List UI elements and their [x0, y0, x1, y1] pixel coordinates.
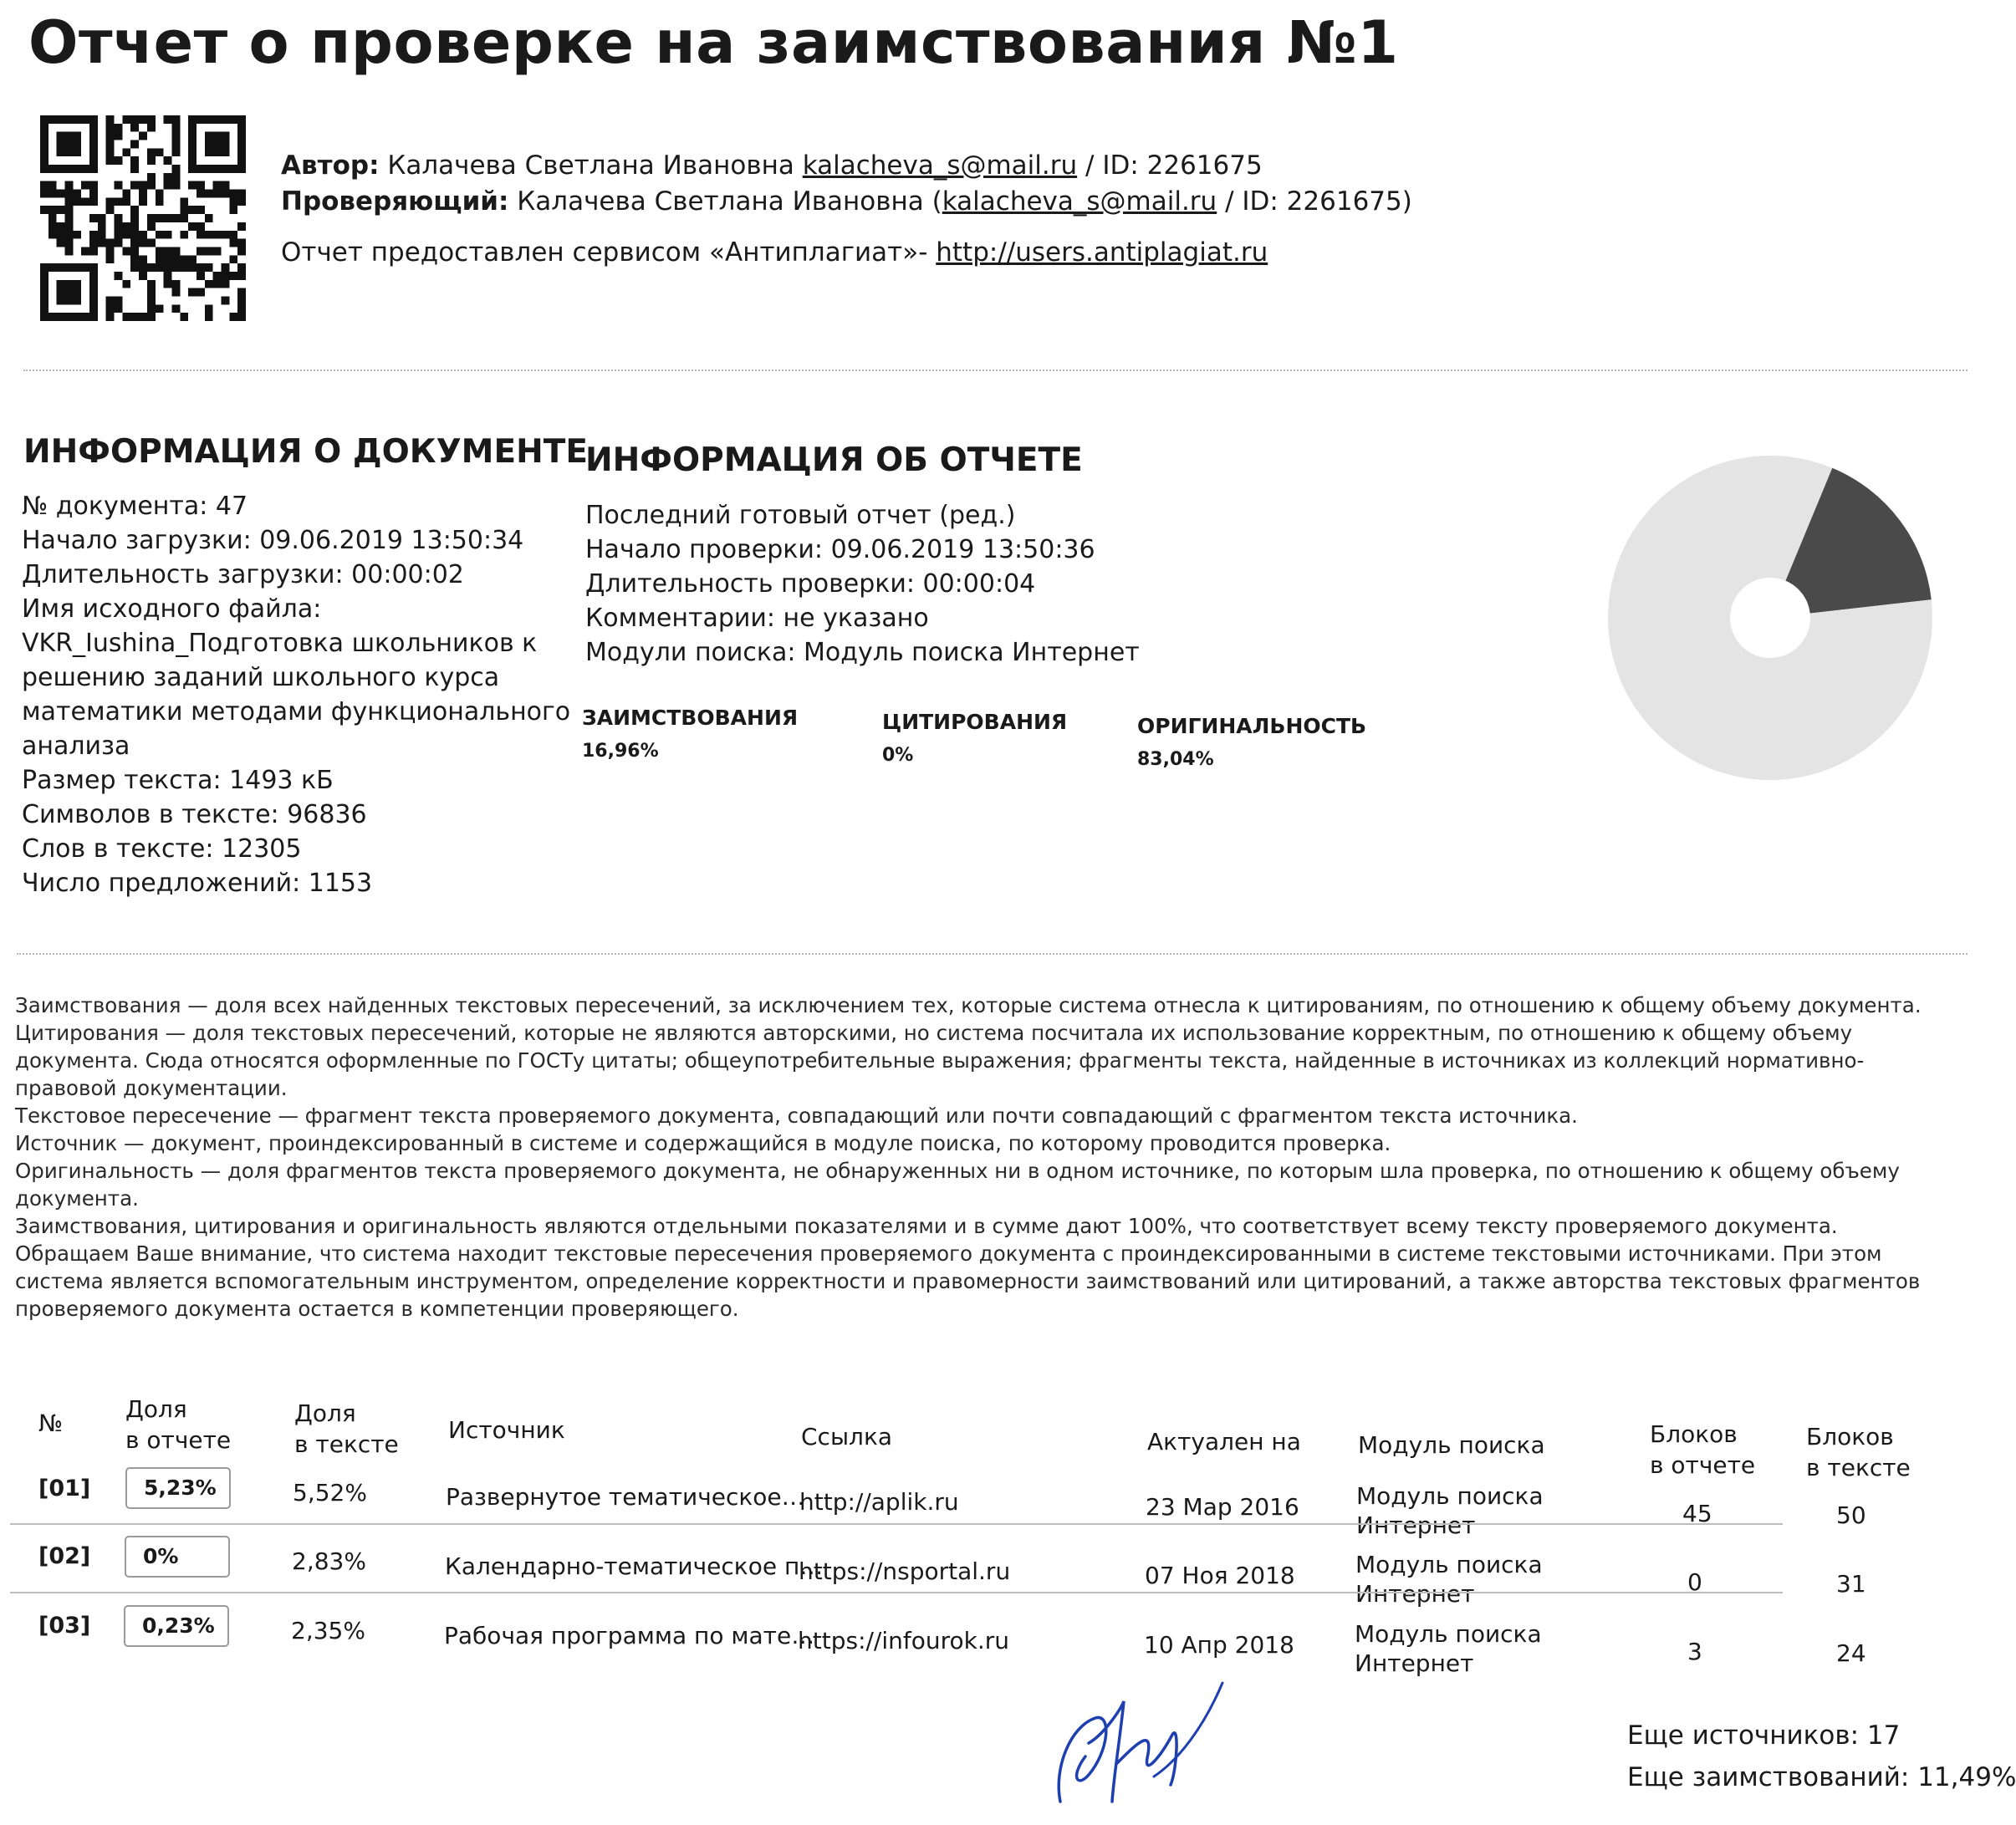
col-header-line: в отчете [125, 1426, 232, 1454]
doc-info-line: VKR_Iushina_Подготовка школьников к [22, 629, 538, 658]
blocks-in-text: 31 [1836, 1570, 1866, 1598]
source-link[interactable]: http://aplik.ru [799, 1488, 959, 1516]
search-module [1356, 1481, 1544, 1540]
report-info-heading: ИНФОРМАЦИЯ ОБ ОТЧЕТЕ [585, 441, 1083, 479]
col-header-line: в тексте [1806, 1454, 1911, 1481]
row-id: [01] [38, 1476, 91, 1501]
doc-info-line: Размер текста: 1493 кБ [22, 766, 334, 795]
stat-borrowing-value: 16,96% [582, 741, 659, 762]
row-divider [10, 1592, 1783, 1593]
source-title[interactable]: Рабочая программа по мате… [444, 1622, 815, 1649]
col-header-share-text [294, 1398, 399, 1460]
col-header-date: Актуален на [1147, 1428, 1301, 1455]
share-in-text: 2,83% [292, 1547, 366, 1575]
stat-citation-label: ЦИТИРОВАНИЯ [882, 710, 1068, 734]
originality-chart [1604, 451, 1937, 784]
definition-paragraph: Текстовое пересечение — фрагмент текста проверяемого документа, совпадающий или почти совпадающий с фрагментом текста источника. [15, 1104, 1578, 1128]
source-link[interactable]: https://nsportal.ru [799, 1557, 1011, 1585]
pie-chart-svg [1604, 451, 1937, 784]
col-header-share-report [125, 1394, 231, 1455]
doc-info-line: № документа: 47 [22, 492, 248, 521]
share-in-report-box[interactable]: 0,23% [124, 1605, 229, 1647]
source-title[interactable]: Календарно-тематическое п… [445, 1552, 824, 1580]
doc-info-line: математики методами функционального [22, 697, 571, 726]
search-module-line: Интернет [1356, 1511, 1476, 1539]
stat-citation-value: 0% [882, 745, 914, 766]
doc-info-line: анализа [22, 732, 130, 761]
doc-info-line: Начало загрузки: 09.06.2019 13:50:34 [22, 526, 524, 555]
stat-originality-label: ОРИГИНАЛЬНОСТЬ [1137, 714, 1367, 738]
report-info-line: Последний готовый отчет (ред.) [585, 501, 1016, 530]
share-in-report-box[interactable]: 5,23% [125, 1467, 231, 1509]
blocks-in-text: 50 [1836, 1501, 1866, 1529]
blocks-in-report: 0 [1687, 1568, 1702, 1596]
doc-info-line: Слов в тексте: 12305 [22, 834, 302, 864]
stat-originality-value: 83,04% [1137, 749, 1214, 770]
actual-date: 23 Мар 2016 [1146, 1493, 1299, 1521]
definition-paragraph: Цитирования — доля текстовых пересечений, которые не являются авторскими, но система посчитала их использование корректным, по отношению к общему объему документа. Сюда относятся оформленные по ГОСТу цитаты; общеупотребительные выражения; фрагменты текста, найденные в источниках из коллекций нормативно-правовой документации. [15, 1021, 1865, 1100]
col-header-line: Блоков [1806, 1423, 1894, 1450]
share-in-text: 2,35% [291, 1617, 365, 1644]
blocks-in-report: 45 [1682, 1500, 1712, 1527]
divider-middle [17, 953, 1968, 955]
col-header-line: Доля [294, 1399, 356, 1427]
search-module-line: Интернет [1355, 1580, 1475, 1608]
share-in-report-box[interactable]: 0% [125, 1536, 230, 1578]
actual-date: 07 Ноя 2018 [1145, 1562, 1295, 1589]
col-header-blocks-text [1806, 1421, 1911, 1483]
row-id: [02] [38, 1543, 91, 1569]
source-title[interactable]: Развернутое тематическое… [446, 1483, 805, 1511]
doc-info-list [22, 489, 570, 900]
qr-code [40, 115, 246, 321]
service-line [281, 237, 1268, 268]
author-id: / ID: 2261675 [1085, 150, 1263, 181]
actual-date: 10 Апр 2018 [1144, 1631, 1294, 1659]
definitions-block [15, 992, 1955, 1323]
service-link[interactable]: http://users.antiplagiat.ru [936, 237, 1268, 268]
report-info-line: Длительность проверки: 00:00:04 [585, 569, 1036, 599]
row-divider [10, 1523, 1783, 1525]
definition-paragraph: Источник — документ, проиндексированный в системе и содержащийся в модуле поиска, по которому проводится проверка. [15, 1131, 1391, 1155]
row-id: [03] [38, 1613, 91, 1639]
author-label: Автор: [281, 150, 380, 181]
service-text: Отчет предоставлен сервисом «Антиплагиат»- [281, 237, 928, 268]
source-link[interactable]: https://infourok.ru [798, 1627, 1010, 1654]
doc-info-line: Длительность загрузки: 00:00:02 [22, 560, 464, 589]
author-name: Калачева Светлана Ивановна [387, 150, 794, 181]
col-header-num: № [38, 1410, 64, 1437]
search-module-line: Модуль поиска [1355, 1620, 1542, 1648]
report-info-line: Начало проверки: 09.06.2019 13:50:36 [585, 535, 1095, 564]
col-header-line: Блоков [1650, 1420, 1738, 1448]
doc-info-line: Символов в тексте: 96836 [22, 800, 367, 829]
report-info-list [585, 498, 1140, 670]
col-header-line: в отчете [1650, 1451, 1756, 1479]
doc-info-heading: ИНФОРМАЦИЯ О ДОКУМЕНТЕ [23, 433, 589, 471]
definition-paragraph: Оригинальность — доля фрагментов текста проверяемого документа, не обнаруженных ни в одном источнике, по которым шла проверка, по отношению к общему объему документа. [15, 1159, 1900, 1211]
checker-email-link[interactable]: kalacheva_s@mail.ru [942, 186, 1217, 217]
checker-id: / ID: 2261675) [1225, 186, 1412, 217]
search-module-line: Интернет [1355, 1649, 1474, 1677]
col-header-source: Источник [448, 1416, 565, 1444]
search-module [1355, 1550, 1543, 1608]
share-in-text: 5,52% [293, 1479, 367, 1506]
definition-paragraph: Заимствования — доля всех найденных текстовых пересечений, за исключением тех, которые система отнесла к цитированиям, по отношению к общему объему документа. [15, 993, 1922, 1017]
col-header-module: Модуль поиска [1358, 1431, 1545, 1459]
blocks-in-text: 24 [1836, 1639, 1866, 1667]
more-borrowings: Еще заимствований: 11,49% [1627, 1762, 2016, 1792]
signature [1037, 1676, 1238, 1818]
doc-info-line: Имя исходного файла: [22, 594, 322, 624]
report-info-line: Модули поиска: Модуль поиска Интернет [585, 638, 1140, 667]
definition-paragraph: Обращаем Ваше внимание, что система находит текстовые пересечения проверяемого документа с проиндексированными в системе текстовыми источниками. При этом система является вспомогательным инструментом, определение корректности и правомерности заимствований или цитирований, а также авторства текстовых фрагментов проверяемого документа остается в компетенции проверяющего. [15, 1241, 1921, 1321]
col-header-blocks-report [1650, 1419, 1755, 1481]
checker-line [281, 186, 1412, 217]
search-module [1355, 1619, 1542, 1678]
doc-info-line: Число предложений: 1153 [22, 869, 373, 898]
more-sources: Еще источников: 17 [1627, 1720, 1901, 1751]
search-module-line: Модуль поиска [1355, 1551, 1543, 1578]
checker-name: Калачева Светлана Ивановна ( [517, 186, 942, 217]
author-email-link[interactable]: kalacheva_s@mail.ru [802, 150, 1078, 181]
col-header-line: Доля [125, 1395, 187, 1423]
search-module-line: Модуль поиска [1356, 1482, 1544, 1510]
stat-borrowing-label: ЗАИМСТВОВАНИЯ [582, 706, 799, 730]
report-title: Отчет о проверке на заимствования №1 [28, 8, 1399, 77]
doc-info-line: решению заданий школьного курса [22, 663, 500, 692]
blocks-in-report: 3 [1687, 1638, 1702, 1665]
col-header-link: Ссылка [801, 1423, 893, 1450]
divider-top [23, 370, 1968, 371]
definition-paragraph: Заимствования, цитирования и оригинальность являются отдельными показателями и в сумме дают 100%, что соответствует всему тексту проверяемого документа. [15, 1214, 1838, 1238]
col-header-line: в тексте [294, 1430, 399, 1458]
report-info-line: Комментарии: не указано [585, 604, 929, 633]
signature-drawing [1037, 1676, 1238, 1818]
checker-label: Проверяющий: [281, 186, 509, 217]
author-line [281, 150, 1263, 181]
